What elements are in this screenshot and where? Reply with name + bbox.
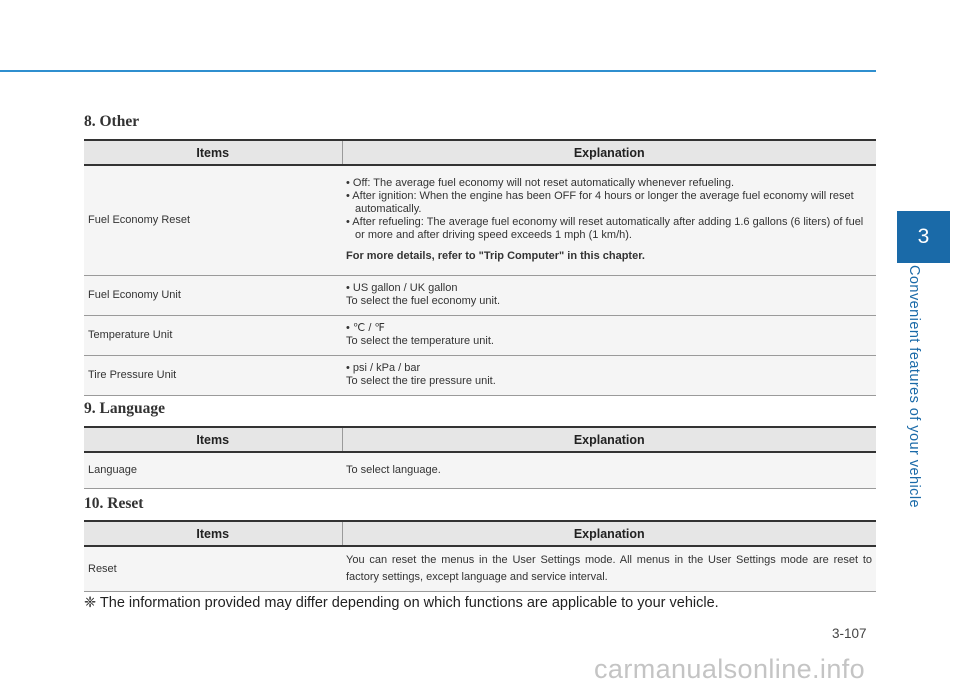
chapter-number: 3	[917, 225, 930, 248]
explanation-header: Explanation	[342, 427, 876, 452]
table-header-row	[84, 521, 876, 546]
table-row	[84, 165, 876, 275]
explanation-cell	[342, 546, 876, 592]
items-header: Items	[84, 427, 342, 452]
explanation-cell: To select language.	[342, 452, 876, 488]
section-title-language: 9. Language	[84, 400, 165, 417]
bullet-text: • psi / kPa / bar	[346, 362, 421, 374]
section-title-reset: 10. Reset	[84, 495, 144, 512]
other-table	[84, 139, 876, 396]
footnote: ❈ The information provided may differ depending on which functions are applicable to your vehicle.	[84, 595, 719, 611]
item-cell: Fuel Economy Unit	[84, 275, 342, 315]
bullet-text: • After refueling: The average fuel economy will reset automatically after adding 1.6 gallons (6 liters) of fuel or more and after driving speed exceeds 1 mph (1 km/h).	[346, 216, 864, 242]
explanation-cell	[342, 275, 876, 315]
bullet-text: • After ignition: When the engine has been OFF for 4 hours or longer the average fuel economy will reset automatically.	[346, 190, 854, 216]
table-row	[84, 452, 876, 488]
item-cell: Fuel Economy Reset	[84, 165, 342, 275]
explanation-text: To select the fuel economy unit.	[346, 295, 501, 307]
items-header: Items	[84, 521, 342, 546]
header-rule	[0, 70, 876, 72]
bullet-text: • Off: The average fuel economy will not reset automatically whenever refueling.	[346, 177, 735, 190]
explanation-header: Explanation	[342, 521, 876, 546]
section-title-other: 8. Other	[84, 113, 140, 130]
language-table	[84, 426, 876, 489]
bullet-text: • US gallon / UK gallon	[346, 282, 458, 294]
items-header: Items	[84, 140, 342, 165]
chapter-tab[interactable]	[897, 211, 950, 263]
table-row	[84, 546, 876, 592]
table-row	[84, 355, 876, 395]
table-row	[84, 275, 876, 315]
explanation-text: You can reset the menus in the User Settings mode. All menus in the User Settings mode are reset to factory settings, except language and service interval.	[346, 554, 872, 583]
explanation-text: To select the temperature unit.	[346, 335, 494, 347]
table-header-row	[84, 427, 876, 452]
chapter-title: Convenient features of your vehicle	[906, 265, 922, 509]
explanation-cell	[342, 355, 876, 395]
table-header-row	[84, 140, 876, 165]
item-cell: Tire Pressure Unit	[84, 355, 342, 395]
bullet-text: • ℃ / ℉	[346, 322, 385, 334]
item-cell: Temperature Unit	[84, 315, 342, 355]
item-cell: Language	[84, 452, 342, 488]
watermark: carmanualsonline.info	[594, 654, 866, 684]
reset-table	[84, 520, 876, 592]
explanation-cell	[342, 165, 876, 275]
explanation-text: To select the tire pressure unit.	[346, 375, 496, 387]
reference-note: For more details, refer to "Trip Computer" in this chapter.	[346, 250, 645, 263]
explanation-cell	[342, 315, 876, 355]
page-number: 3-107	[832, 626, 867, 641]
table-row	[84, 315, 876, 355]
explanation-header: Explanation	[342, 140, 876, 165]
item-cell: Reset	[84, 546, 342, 592]
